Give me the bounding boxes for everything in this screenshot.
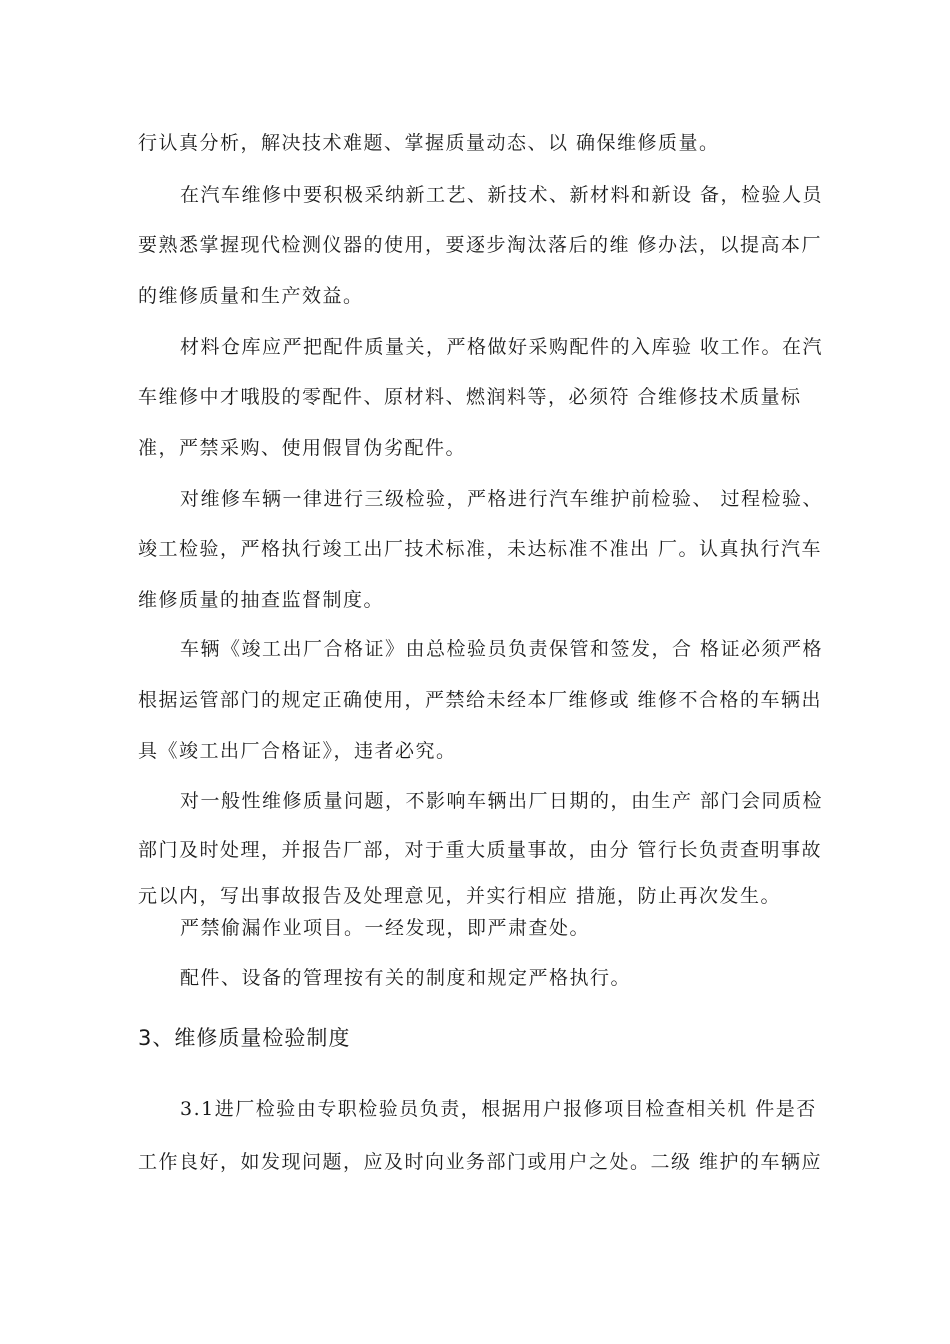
paragraph-line: 准，严禁采购、使用假冒伪劣配件。 xyxy=(138,437,467,459)
paragraph-line: 对维修车辆一律进行三级检验，严格进行汽车维护前检验、 过程检验、 xyxy=(180,488,824,510)
paragraph-line: 工作良好，如发现问题，应及时向业务部门或用户之处。二级 维护的车辆应 xyxy=(138,1151,823,1173)
paragraph-line: 3.1进厂检验由专职检验员负责，根据用户报修项目检查相关机 件是否 xyxy=(180,1098,817,1120)
paragraph-line: 部门及时处理，并报告厂部，对于重大质量事故，由分 管行长负责查明事故 xyxy=(138,839,823,861)
paragraph-line: 竣工检验，严格执行竣工出厂技术标准，未达标准不准出 厂。认真执行汽车 xyxy=(138,538,823,560)
paragraph-line: 的维修质量和生产效益。 xyxy=(138,285,364,307)
paragraph-line: 要熟悉掌握现代检测仪器的使用，要逐步淘汰落后的维 修办法，以提高本厂 xyxy=(138,234,823,256)
paragraph-line: 维修质量的抽查监督制度。 xyxy=(138,589,385,611)
paragraph-line: 车维修中才哦股的零配件、原材料、燃润料等，必须符 合维修技术质量标 xyxy=(138,386,802,408)
paragraph-line: 车辆《竣工出厂合格证》由总检验员负责保管和签发，合 格证必须严格 xyxy=(180,638,824,660)
paragraph-line: 配件、设备的管理按有关的制度和规定严格执行。 xyxy=(180,967,632,989)
paragraph-line: 根据运管部门的规定正确使用，严禁给未经本厂维修或 维修不合格的车辆出 xyxy=(138,689,823,711)
paragraph-line: 具《竣工出厂合格证》，违者必究。 xyxy=(138,740,457,762)
section-heading: 3、维修质量检验制度 xyxy=(138,1026,351,1050)
paragraph-line: 行认真分析，解决技术难题、掌握质量动态、以 确保维修质量。 xyxy=(138,132,720,154)
paragraph-line: 对一般性维修质量问题，不影响车辆出厂日期的，由生产 部门会同质检 xyxy=(180,790,824,812)
paragraph-line: 材料仓库应严把配件质量关，严格做好采购配件的入库验 收工作。在汽 xyxy=(180,336,824,358)
paragraph-line: 元以内，写出事故报告及处理意见，并实行相应 措施，防止再次发生。 xyxy=(138,885,782,907)
paragraph-line: 严禁偷漏作业项目。一经发现，即严肃查处。 xyxy=(180,917,591,939)
paragraph-line: 在汽车维修中要积极采纳新工艺、新技术、新材料和新设 备，检验人员 xyxy=(180,184,824,206)
